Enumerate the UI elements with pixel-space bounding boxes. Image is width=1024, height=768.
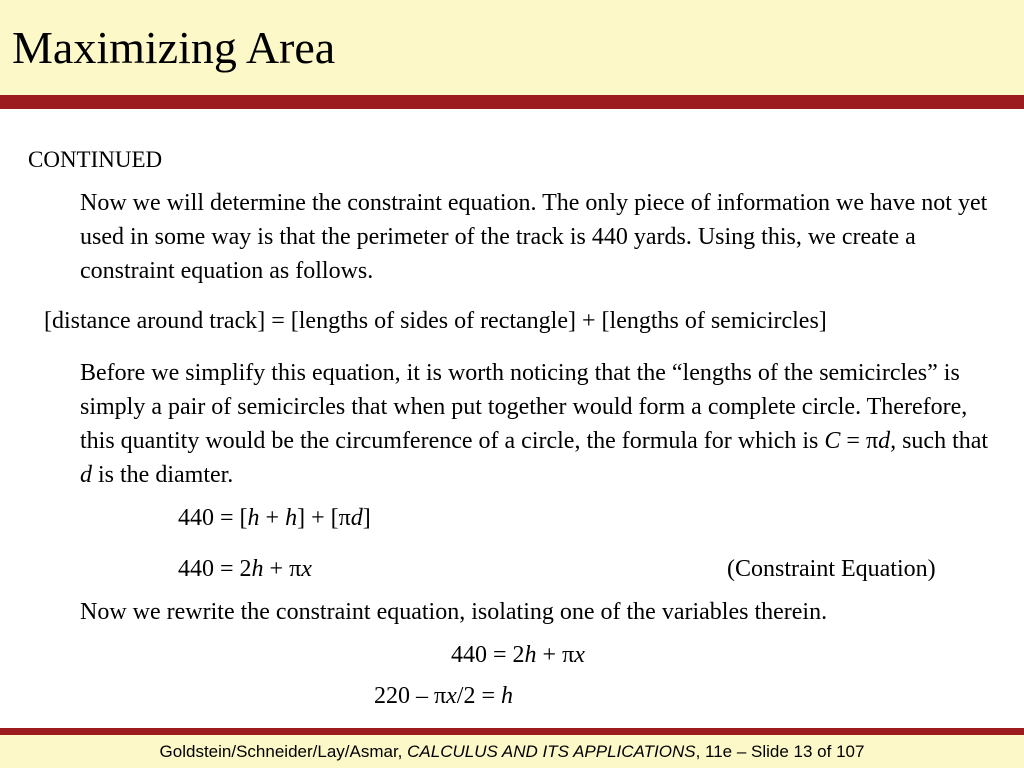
var-C: C — [824, 428, 841, 454]
eq3-x: x — [574, 642, 585, 668]
eq2-h: h — [251, 556, 264, 582]
var-d2: d — [80, 462, 92, 488]
footer-slide-number: , 11e – Slide 13 of 107 — [695, 742, 865, 761]
eq4-part: 220 – π — [374, 683, 447, 709]
footer-citation — [0, 740, 1024, 764]
header-divider-bar — [0, 95, 1024, 109]
para2-eq: = π — [840, 428, 879, 454]
paragraph-constraint-intro: Now we will determine the constraint equation. The only piece of information we have not yet used in some way is that the perimeter of the track is 440 yards. Using this, we create a constraint equation as follows. — [80, 190, 988, 284]
eq1-d: d — [350, 505, 363, 531]
slide-title: Maximizing Area — [12, 22, 336, 73]
footer-authors: Goldstein/Schneider/Lay/Asmar, — [159, 742, 408, 761]
slide-footer — [0, 728, 1024, 768]
eq1-part: ] — [362, 505, 371, 531]
eq1-part: ] + [π — [297, 505, 351, 531]
para2-text: Before we simplify this equation, it is worth noticing that the “lengths of the semicircles” is simply a pair of semicircles that when put together would form a complete circle. Therefore, this quantity would be the circumference of a circle, the formula for which is — [80, 360, 968, 454]
eq2-part: + π — [263, 556, 302, 582]
eq1-h: h — [247, 505, 260, 531]
slide-header — [0, 0, 1024, 95]
eq1-part: + — [259, 505, 286, 531]
eq3-h: h — [524, 642, 537, 668]
paragraph-semicircles — [80, 356, 995, 492]
eq3-part: + π — [536, 642, 575, 668]
equation-4 — [374, 681, 513, 711]
paragraph-rewrite: Now we rewrite the constraint equation, isolating one of the variables therein. — [80, 599, 828, 625]
equation-3 — [451, 640, 585, 670]
continued-heading: CONTINUED — [28, 147, 163, 172]
eq2-x: x — [301, 556, 312, 582]
equation-1 — [178, 503, 371, 533]
constraint-equation-label: (Constraint Equation) — [727, 556, 936, 582]
para2-such: such that — [896, 428, 989, 454]
eq3-part: 440 = 2 — [451, 642, 525, 668]
eq1-part: 440 = [ — [178, 505, 248, 531]
var-d: d, — [878, 428, 897, 454]
word-equation: [distance around track] = [lengths of sides of rectangle] + [lengths of semicircles] — [44, 308, 827, 334]
equation-2 — [178, 554, 312, 584]
eq4-part: /2 = — [456, 683, 501, 709]
footer-book-title: CALCULUS AND ITS APPLICATIONS — [407, 742, 696, 761]
para2-end: is the diamter. — [92, 462, 234, 488]
eq4-h: h — [500, 683, 513, 709]
eq4-x: x — [446, 683, 457, 709]
footer-divider-bar — [0, 728, 1024, 735]
eq2-part: 440 = 2 — [178, 556, 252, 582]
eq1-h: h — [285, 505, 298, 531]
